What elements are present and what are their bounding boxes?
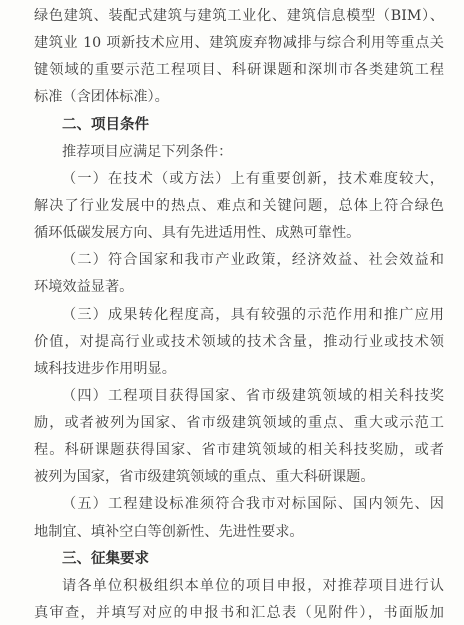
text-line: （二）符合国家和我市产业政策，经济效益、社会效益和 (62, 252, 444, 268)
text-line: （一）在技术（或方法）上有重要创新，技术难度较大， (62, 171, 444, 187)
text-line: 推荐项目应满足下列条件： (62, 144, 233, 160)
text-line: 域科技进步作用明显。 (34, 361, 176, 377)
text-line: 真审查，并填写对应的申报书和汇总表（见附件），书面版加 (34, 605, 444, 621)
text-line: 价值，对提高行业或技术领域的技术含量，推动行业或技术领 (34, 334, 444, 350)
text-line: 程。科研课题获得国家、省市建筑领域的相关科技奖励，或者 (34, 442, 444, 458)
text-line: （五）工程建设标准须符合我市对标国际、国内领先、因 (62, 496, 444, 512)
section-heading: 二、项目条件 (62, 117, 149, 133)
text-line: （三）成果转化程度高，具有较强的示范作用和推广应用 (62, 307, 444, 323)
text-line: 被列为国家，省市级建筑领域的重点、重大科研课题。 (34, 469, 375, 485)
text-line: 标准（含团体标准）。 (34, 89, 169, 105)
text-line: 解决了行业发展中的热点、难点和关键问题，总体上符合绿色 (34, 198, 444, 214)
text-line: 地制宜、填补空白等创新性、先进性要求。 (34, 524, 304, 540)
text-line: 绿色建筑、装配式建筑与建筑工业化、建筑信息模型（BIM）、 (34, 8, 444, 24)
text-line: 环境效益显著。 (34, 279, 134, 295)
text-line: 键领域的重要示范工程项目、科研课题和深圳市各类建筑工程 (34, 62, 444, 78)
text-line: 建筑业 10 项新技术应用、建筑废弃物减排与综合利用等重点关 (34, 35, 444, 51)
text-line: （四）工程项目获得国家、省市级建筑领域的相关科技奖 (62, 388, 444, 404)
text-line: 励，或者被列为国家、省市级建筑领域的重点、重大或示范工 (34, 415, 444, 431)
section-heading: 三、征集要求 (62, 551, 149, 567)
text-line: 请各单位积极组织本单位的项目申报，对推荐项目进行认 (62, 578, 444, 594)
text-line: 循环低碳发展方向、具有先进适用性、成熟可靠性。 (34, 225, 361, 241)
